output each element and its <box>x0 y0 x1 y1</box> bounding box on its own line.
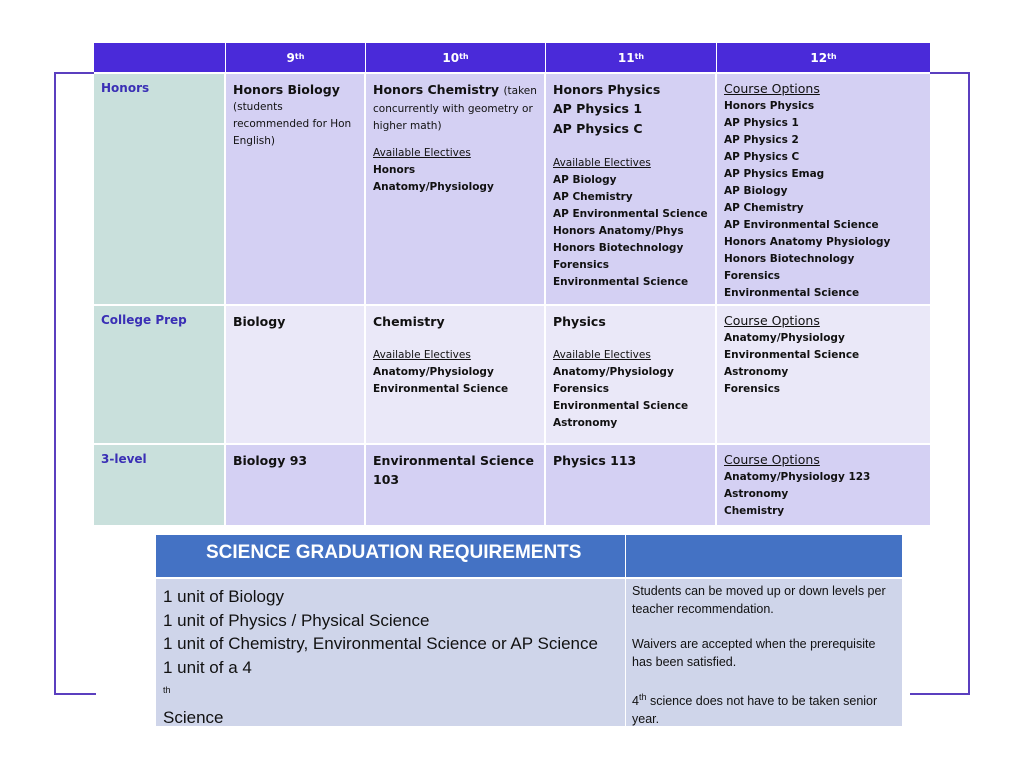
course-title: Honors Biology <box>233 82 340 97</box>
option-item: Astronomy <box>724 488 789 500</box>
note-paragraph-last <box>632 689 896 728</box>
option-item: AP Physics Emag <box>724 168 825 180</box>
option-item: Chemistry <box>724 505 785 517</box>
requirements-title: SCIENCE GRADUATION REQUIREMENTS <box>156 535 626 579</box>
option-item: Astronomy <box>724 366 789 378</box>
requirements-notes <box>626 579 902 726</box>
three-level-grade-10-cell <box>366 445 546 525</box>
option-item: Honors Biotechnology <box>724 253 855 265</box>
ap-course: AP Physics 1 <box>553 101 643 116</box>
grade-10-suffix: th <box>459 52 469 61</box>
course-pathway-table <box>94 43 930 525</box>
college-prep-grade-9-cell <box>226 306 366 445</box>
honors-grade-10-cell <box>366 74 546 306</box>
header-blank-cell <box>94 43 226 74</box>
elective-item: Honors <box>373 164 416 176</box>
elective-item: AP Chemistry <box>553 191 633 203</box>
elective-item: Environmental Science <box>553 276 689 288</box>
college-prep-grade-10-cell <box>366 306 546 445</box>
left-bracket-line <box>54 72 96 695</box>
grade-11-number: 11 <box>617 50 635 65</box>
college-prep-grade-11-cell <box>546 306 717 445</box>
elective-item: Anatomy/Physiology <box>553 366 674 378</box>
course-title: Biology 93 <box>233 453 308 468</box>
course-title: Biology <box>233 314 286 329</box>
course-title: Honors Physics <box>553 82 661 97</box>
last-note-post: science does not have to be taken senior year. <box>632 694 878 726</box>
row-label-college-prep: College Prep <box>94 306 226 445</box>
fourth-unit-post: Science <box>163 708 224 728</box>
course-title-line-2: 103 <box>373 472 400 487</box>
option-item: AP Biology <box>724 185 788 197</box>
option-item: Forensics <box>724 383 781 395</box>
course-options-label: Course Options <box>724 81 820 96</box>
unit-item: 1 unit of Physics / Physical Science <box>163 610 430 630</box>
honors-grade-11-cell <box>546 74 717 306</box>
three-level-grade-9-cell <box>226 445 366 525</box>
last-note-sup: th <box>638 692 647 702</box>
grade-11-suffix: th <box>634 52 645 61</box>
course-title: Physics 113 <box>553 453 637 468</box>
electives-label: Available Electives <box>373 147 471 159</box>
unit-item-fourth <box>163 656 625 730</box>
elective-item: Forensics <box>553 259 610 271</box>
honors-grade-9-cell <box>226 74 366 306</box>
course-title: Physics <box>553 314 606 329</box>
fourth-unit-pre: 1 unit of a 4 <box>163 657 252 677</box>
row-label-3-level: 3-level <box>94 445 226 525</box>
option-item: Honors Anatomy Physiology <box>724 236 891 248</box>
college-prep-grade-12-cell <box>717 306 930 445</box>
option-item: Forensics <box>724 270 781 282</box>
grade-12-number: 12 <box>810 50 828 65</box>
option-item: Environmental Science <box>724 349 860 361</box>
electives-label: Available Electives <box>553 349 651 361</box>
requirements-header-blank <box>626 535 902 579</box>
option-item: AP Physics 2 <box>724 134 799 146</box>
elective-item: Honors Biotechnology <box>553 242 684 254</box>
unit-item: 1 unit of Chemistry, Environmental Science or AP Science <box>163 634 598 653</box>
ap-course: AP Physics C <box>553 121 643 136</box>
elective-item: Anatomy/Physiology <box>373 181 494 193</box>
row-label-honors: Honors <box>94 74 226 306</box>
elective-item: AP Environmental Science <box>553 208 708 220</box>
unit-item: 1 unit of Biology <box>163 587 284 606</box>
option-item: Anatomy/Physiology 123 <box>724 471 871 483</box>
elective-item: Forensics <box>553 383 610 395</box>
option-item: AP Environmental Science <box>724 219 879 231</box>
elective-item: Environmental Science <box>373 383 509 395</box>
graduation-requirements-table <box>156 535 902 726</box>
header-grade-9 <box>226 43 366 74</box>
fourth-unit-sup: th <box>163 685 171 695</box>
course-note-inline: (taken <box>503 85 537 97</box>
course-options-label: Course Options <box>724 452 820 467</box>
grade-9-number: 9 <box>286 50 295 65</box>
option-item: AP Chemistry <box>724 202 804 214</box>
grade-9-suffix: th <box>294 52 305 61</box>
header-grade-12 <box>717 43 930 74</box>
course-title-line <box>373 80 538 101</box>
grade-10-number: 10 <box>442 50 460 65</box>
header-grade-10 <box>366 43 546 74</box>
electives-label: Available Electives <box>553 157 651 169</box>
option-item: Honors Physics <box>724 100 815 112</box>
electives-label: Available Electives <box>373 349 471 361</box>
note-paragraph: Students can be moved up or down levels per teacher recommendation. <box>632 584 886 616</box>
option-item: Anatomy/Physiology <box>724 332 845 344</box>
honors-grade-12-cell <box>717 74 930 306</box>
elective-item: Honors Anatomy/Phys <box>553 225 684 237</box>
course-title: Chemistry <box>373 314 445 329</box>
three-level-grade-12-cell <box>717 445 930 525</box>
note-paragraph: Waivers are accepted when the prerequisite has been satisfied. <box>632 637 876 669</box>
elective-item: Anatomy/Physiology <box>373 366 494 378</box>
requirements-units <box>156 579 626 726</box>
option-item: AP Physics C <box>724 151 800 163</box>
course-title: Honors Chemistry <box>373 82 500 97</box>
grade-12-suffix: th <box>827 52 837 61</box>
option-item: AP Physics 1 <box>724 117 799 129</box>
elective-item: Astronomy <box>553 417 618 429</box>
course-note: (students recommended for Hon English) <box>233 101 352 147</box>
course-note: concurrently with geometry or higher math) <box>373 103 533 132</box>
option-item: Environmental Science <box>724 287 860 299</box>
elective-item: Environmental Science <box>553 400 689 412</box>
course-title: Environmental Science <box>373 453 534 468</box>
course-options-label: Course Options <box>724 313 820 328</box>
three-level-grade-11-cell <box>546 445 717 525</box>
header-grade-11 <box>546 43 717 74</box>
elective-item: AP Biology <box>553 174 617 186</box>
last-note-pre: 4 <box>632 694 639 709</box>
